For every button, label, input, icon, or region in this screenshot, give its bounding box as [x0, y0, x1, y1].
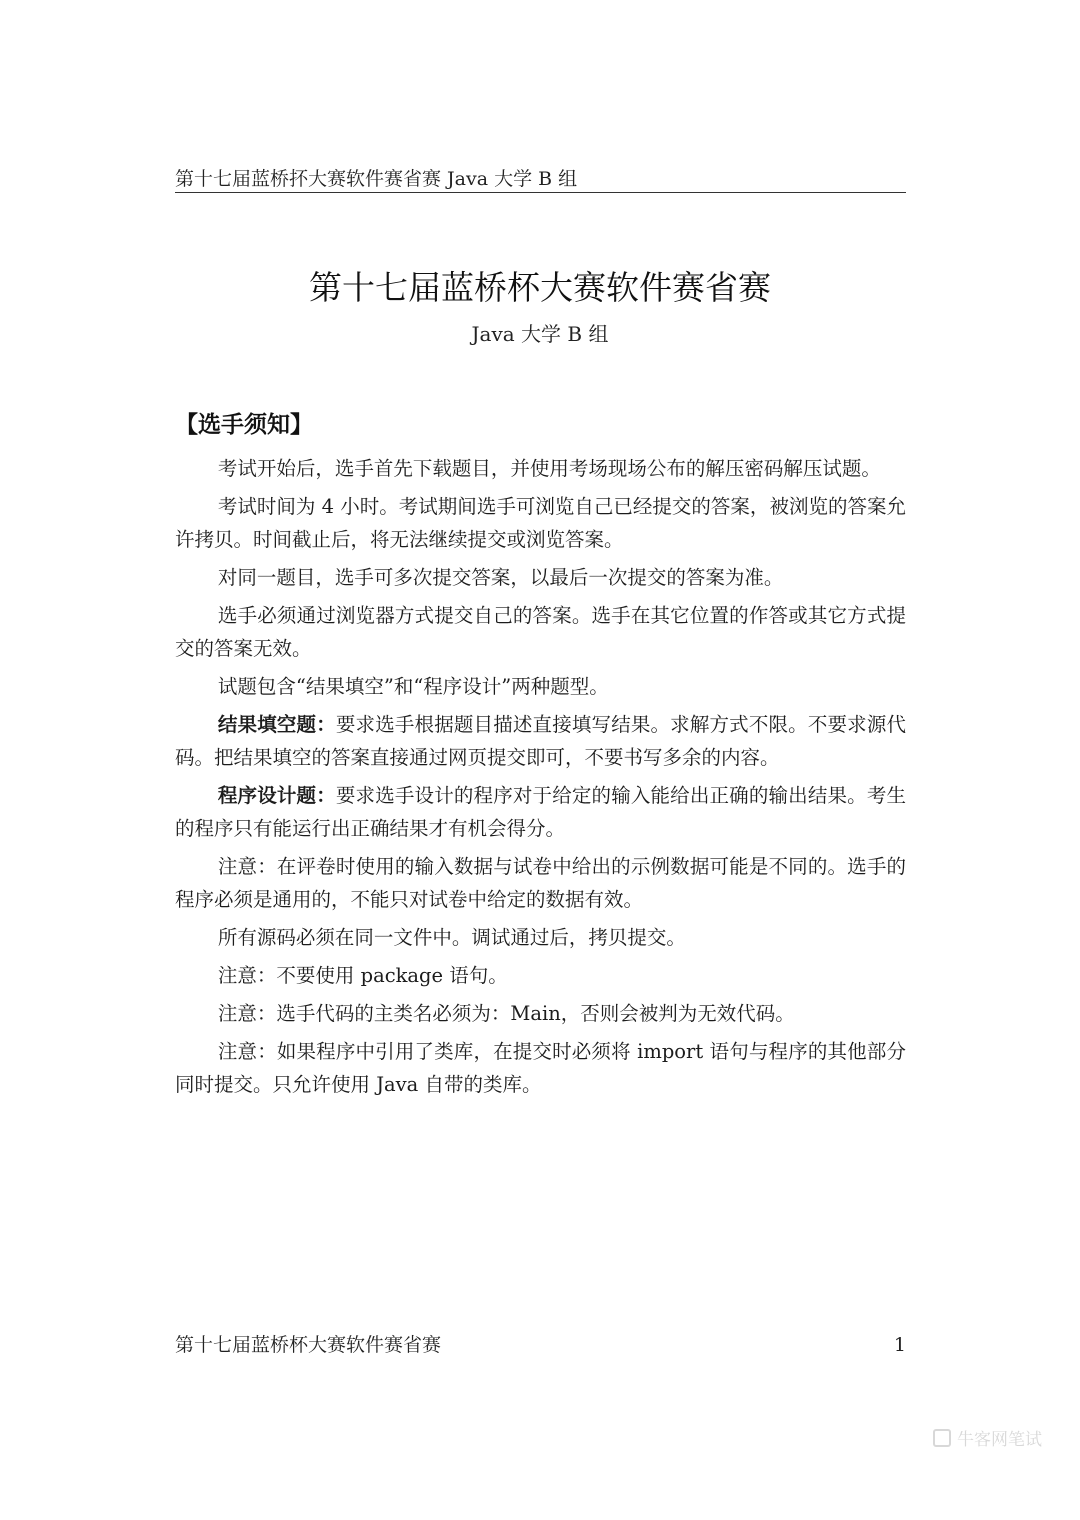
watermark-text: 牛客网笔试 [957, 1430, 1042, 1450]
header-running-title: 第十七届蓝桥抔大赛软件赛省赛 Java 大学 B 组 [175, 168, 578, 190]
paragraph-multiple-submission [175, 561, 906, 594]
paragraph-text: 试题包含“结果填空”和“程序设计”两种题型。 [217, 675, 609, 698]
page-footer [175, 1332, 906, 1358]
document-subtitle: Java 大学 B 组 [471, 322, 609, 346]
paragraph-text: 注意：如果程序中引用了类库，在提交时必须将 import 语句与程序的其他部分同时提交。只允许使用 Java 自带的类库。 [175, 1040, 906, 1096]
paragraph-text: 注意：在评卷时使用的输入数据与试卷中给出的示例数据可能是不同的。选手的程序必须是通用的，不能只对试卷中给定的数据有效。 [175, 855, 906, 911]
footer-title: 第十七届蓝桥杯大赛软件赛省赛 [175, 1334, 442, 1356]
paragraph-text: 所有源码必须在同一文件中。调试通过后，拷贝提交。 [217, 926, 686, 949]
paragraph-download [175, 452, 906, 485]
document-title: 第十七届蓝桥杯大赛软件赛省赛 [309, 268, 771, 307]
section-heading: 【选手须知】 [175, 412, 313, 438]
paragraph-single-file [175, 921, 906, 954]
watermark [933, 1428, 1042, 1452]
instructions-body [175, 452, 906, 1106]
watermark-logo-icon [933, 1429, 951, 1447]
paragraph-lead: 结果填空题： [217, 713, 336, 736]
page-header [175, 166, 906, 193]
paragraph-text: 注意：不要使用 package 语句。 [217, 964, 508, 987]
paragraph-fill-in-result [175, 708, 906, 774]
paragraph-text: 考试时间为 4 小时。考试期间选手可浏览自己已经提交的答案，被浏览的答案允许拷贝。时间截止后，将无法继续提交或浏览答案。 [175, 495, 906, 551]
paragraph-text: 要求选手设计的程序对于给定的输入能给出正确的输出结果。考生的程序只有能运行出正确结果才有机会得分。 [175, 784, 906, 840]
paragraph-note-input-data [175, 850, 906, 916]
paragraph-text: 对同一题目，选手可多次提交答案，以最后一次提交的答案为准。 [217, 566, 784, 589]
paragraph-note-main-class [175, 997, 906, 1030]
paragraph-text: 要求选手根据题目描述直接填写结果。求解方式不限。不要求源代码。把结果填空的答案直接通过网页提交即可，不要书写多余的内容。 [175, 713, 906, 769]
page-number: 1 [893, 1334, 906, 1356]
paragraph-text: 选手必须通过浏览器方式提交自己的答案。选手在其它位置的作答或其它方式提交的答案无效。 [175, 604, 906, 660]
paragraph-exam-time [175, 490, 906, 556]
paragraph-note-import [175, 1035, 906, 1101]
paragraph-programming [175, 779, 906, 845]
paragraph-note-package [175, 959, 906, 992]
paragraph-lead: 程序设计题： [217, 784, 336, 807]
paragraph-text: 考试开始后，选手首先下载题目，并使用考场现场公布的解压密码解压试题。 [217, 457, 881, 480]
paragraph-question-types [175, 670, 906, 703]
paragraph-text: 注意：选手代码的主类名必须为：Main，否则会被判为无效代码。 [217, 1002, 795, 1025]
paragraph-browser-submission [175, 599, 906, 665]
